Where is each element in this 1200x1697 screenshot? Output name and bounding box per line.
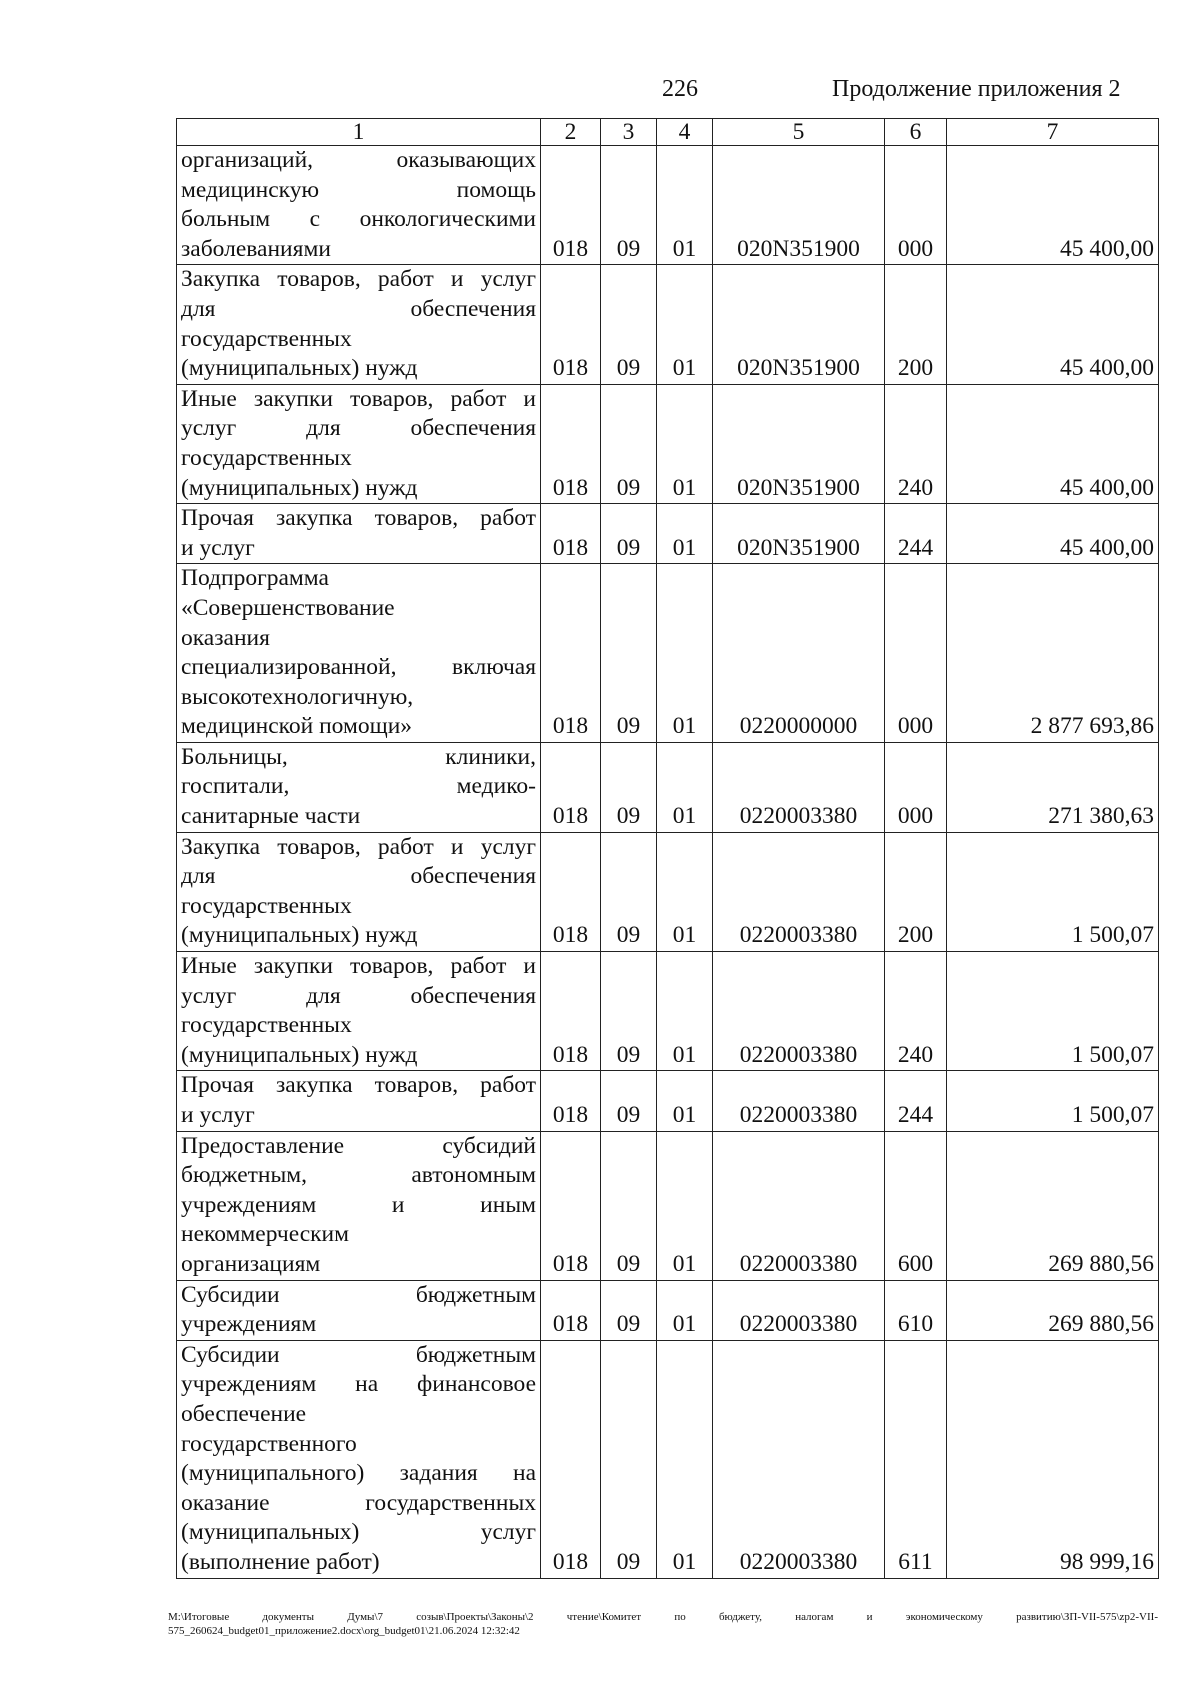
- row-name-cell: [177, 564, 541, 743]
- section-code-cell: 09: [601, 1071, 657, 1131]
- subsection-code-cell: 01: [657, 742, 713, 832]
- table-row: [177, 146, 1159, 265]
- row-name-line: и услуг: [181, 1102, 255, 1128]
- target-article-cell: 0220003380: [713, 1071, 885, 1131]
- row-name-line: некоммерческим: [181, 1221, 349, 1248]
- row-name-line: (муниципальных) нужд: [181, 355, 418, 382]
- subsection-code-cell: 01: [657, 504, 713, 564]
- section-code-cell: 09: [601, 146, 657, 265]
- row-name-cell: [177, 742, 541, 832]
- amount-cell: 271 380,63: [947, 742, 1159, 832]
- row-name-line: санитарные части: [181, 803, 361, 830]
- row-name-line: «Совершенствование: [181, 594, 395, 621]
- target-article-cell: 0220003380: [713, 742, 885, 832]
- section-code-cell: 09: [601, 1340, 657, 1578]
- amount-cell: 45 400,00: [947, 504, 1159, 564]
- amount-cell: 45 400,00: [947, 146, 1159, 265]
- row-name-line: медицинской помощи»: [181, 713, 413, 740]
- table-row: [177, 832, 1159, 951]
- row-name-line: для обеспечения: [181, 295, 536, 322]
- grbs-code-cell: 018: [541, 265, 601, 384]
- amount-cell: 1 500,07: [947, 832, 1159, 951]
- row-name-cell: [177, 1131, 541, 1280]
- table-row: [177, 1071, 1159, 1131]
- grbs-code-cell: 018: [541, 504, 601, 564]
- expense-type-cell: 611: [885, 1340, 947, 1578]
- row-name-line: заболеваниями: [181, 235, 331, 262]
- row-name-line: Закупка товаров, работ и услуг: [181, 266, 536, 293]
- grbs-code-cell: 018: [541, 1131, 601, 1280]
- column-header: 2: [541, 119, 601, 146]
- target-article-cell: 0220003380: [713, 832, 885, 951]
- row-name-cell: [177, 146, 541, 265]
- amount-cell: 269 880,56: [947, 1131, 1159, 1280]
- subsection-code-cell: 01: [657, 564, 713, 743]
- row-name-line: (муниципальных) услуг: [181, 1519, 536, 1546]
- row-name-line: государственных: [181, 325, 352, 352]
- table-row: [177, 1340, 1159, 1578]
- column-header: 7: [947, 119, 1159, 146]
- target-article-cell: 0220003380: [713, 1131, 885, 1280]
- target-article-cell: 020N351900: [713, 504, 885, 564]
- row-name-line: услуг для обеспечения: [181, 982, 536, 1009]
- row-name-line: (выполнение работ): [181, 1548, 380, 1575]
- row-name-cell: [177, 1340, 541, 1578]
- column-header: 4: [657, 119, 713, 146]
- subsection-code-cell: 01: [657, 265, 713, 384]
- target-article-cell: 0220003380: [713, 952, 885, 1071]
- page-number: 226: [662, 76, 698, 102]
- target-article-cell: 020N351900: [713, 146, 885, 265]
- row-name-line: обеспечение: [181, 1400, 307, 1427]
- amount-cell: 1 500,07: [947, 1071, 1159, 1131]
- subsection-code-cell: 01: [657, 384, 713, 503]
- row-name-line: Иные закупки товаров, работ и: [181, 953, 536, 980]
- row-name-cell: [177, 265, 541, 384]
- row-name-line: больным с онкологическими: [181, 206, 536, 233]
- subsection-code-cell: 01: [657, 952, 713, 1071]
- subsection-code-cell: 01: [657, 1340, 713, 1578]
- table-row: [177, 265, 1159, 384]
- column-header: 5: [713, 119, 885, 146]
- amount-cell: 45 400,00: [947, 384, 1159, 503]
- row-name-line: медицинскую помощь: [181, 176, 536, 203]
- row-name-line: оказание государственных: [181, 1489, 536, 1516]
- table-row: [177, 1131, 1159, 1280]
- table-row: [177, 742, 1159, 832]
- row-name-line: учреждениям на финансовое: [181, 1371, 536, 1398]
- row-name-cell: [177, 504, 541, 564]
- expense-type-cell: 000: [885, 564, 947, 743]
- target-article-cell: 0220000000: [713, 564, 885, 743]
- amount-cell: 1 500,07: [947, 952, 1159, 1071]
- section-code-cell: 09: [601, 832, 657, 951]
- subsection-code-cell: 01: [657, 1131, 713, 1280]
- row-name-line: государственных: [181, 444, 352, 471]
- row-name-line: Предоставление субсидий: [181, 1132, 536, 1159]
- expense-type-cell: 000: [885, 742, 947, 832]
- grbs-code-cell: 018: [541, 1340, 601, 1578]
- row-name-cell: [177, 1071, 541, 1131]
- expense-type-cell: 244: [885, 504, 947, 564]
- expense-type-cell: 240: [885, 952, 947, 1071]
- grbs-code-cell: 018: [541, 146, 601, 265]
- section-code-cell: 09: [601, 564, 657, 743]
- row-name-line: Субсидии бюджетным: [181, 1341, 536, 1368]
- subsection-code-cell: 01: [657, 146, 713, 265]
- section-code-cell: 09: [601, 1280, 657, 1340]
- target-article-cell: 0220003380: [713, 1340, 885, 1578]
- row-name-line: государственных: [181, 1012, 352, 1039]
- grbs-code-cell: 018: [541, 1071, 601, 1131]
- table-header-row: [177, 119, 1159, 146]
- row-name-line: услуг для обеспечения: [181, 415, 536, 442]
- row-name-line: учреждениям и иным: [181, 1191, 536, 1218]
- section-code-cell: 09: [601, 504, 657, 564]
- section-code-cell: 09: [601, 265, 657, 384]
- expense-type-cell: 610: [885, 1280, 947, 1340]
- section-code-cell: 09: [601, 742, 657, 832]
- budget-table: [176, 118, 1159, 1579]
- amount-cell: 45 400,00: [947, 265, 1159, 384]
- expense-type-cell: 240: [885, 384, 947, 503]
- grbs-code-cell: 018: [541, 952, 601, 1071]
- expense-type-cell: 000: [885, 146, 947, 265]
- amount-cell: 98 999,16: [947, 1340, 1159, 1578]
- table-row: [177, 504, 1159, 564]
- row-name-line: Иные закупки товаров, работ и: [181, 385, 536, 412]
- row-name-line: Субсидии бюджетным: [181, 1281, 536, 1308]
- row-name-line: (муниципального) задания на: [181, 1460, 536, 1487]
- row-name-line: (муниципальных) нужд: [181, 474, 418, 501]
- expense-type-cell: 244: [885, 1071, 947, 1131]
- target-article-cell: 020N351900: [713, 384, 885, 503]
- column-header: 6: [885, 119, 947, 146]
- amount-cell: 2 877 693,86: [947, 564, 1159, 743]
- row-name-line: оказания: [181, 624, 270, 651]
- row-name-line: (муниципальных) нужд: [181, 922, 418, 949]
- expense-type-cell: 200: [885, 832, 947, 951]
- row-name-line: Подпрограмма: [181, 565, 329, 592]
- row-name-line: учреждениям: [181, 1311, 317, 1338]
- row-name-line: госпитали, медико-: [181, 773, 536, 800]
- row-name-line: организациям: [181, 1250, 321, 1277]
- table-row: [177, 564, 1159, 743]
- grbs-code-cell: 018: [541, 1280, 601, 1340]
- row-name-line: (муниципальных) нужд: [181, 1041, 418, 1068]
- row-name-cell: [177, 1280, 541, 1340]
- target-article-cell: 020N351900: [713, 265, 885, 384]
- target-article-cell: 0220003380: [713, 1280, 885, 1340]
- row-name-line: Закупка товаров, работ и услуг: [181, 833, 536, 860]
- row-name-line: высокотехнологичную,: [181, 683, 414, 710]
- grbs-code-cell: 018: [541, 564, 601, 743]
- grbs-code-cell: 018: [541, 384, 601, 503]
- row-name-line: и услуг: [181, 534, 255, 561]
- document-path-footer: M:\Итоговые документы Думы\7 созыв\Проекты\Законы\2 чтение\Комитет по бюджету, налогам и экономическому развитию\ЗП-VII-575\zp2-VII-575_260624_budget01_приложение2.docx\org_budget01\21.06.2024 12:32:42: [168, 1611, 1158, 1637]
- row-name-line: организаций, оказывающих: [181, 147, 536, 173]
- section-code-cell: 09: [601, 952, 657, 1071]
- subsection-code-cell: 01: [657, 1280, 713, 1340]
- grbs-code-cell: 018: [541, 742, 601, 832]
- row-name-line: для обеспечения: [181, 863, 536, 890]
- row-name-cell: [177, 832, 541, 951]
- column-header: 1: [177, 119, 541, 146]
- row-name-line: Больницы, клиники,: [181, 743, 536, 770]
- row-name-line: бюджетным, автономным: [181, 1162, 536, 1189]
- continuation-label: Продолжение приложения 2: [832, 76, 1121, 102]
- subsection-code-cell: 01: [657, 832, 713, 951]
- column-header: 3: [601, 119, 657, 146]
- section-code-cell: 09: [601, 384, 657, 503]
- table-row: [177, 384, 1159, 503]
- table-row: [177, 952, 1159, 1071]
- expense-type-cell: 200: [885, 265, 947, 384]
- amount-cell: 269 880,56: [947, 1280, 1159, 1340]
- row-name-line: Прочая закупка товаров, работ: [181, 505, 536, 532]
- table-row: [177, 1280, 1159, 1340]
- row-name-line: государственных: [181, 892, 352, 919]
- row-name-line: специализированной, включая: [181, 654, 536, 681]
- section-code-cell: 09: [601, 1131, 657, 1280]
- row-name-cell: [177, 952, 541, 1071]
- grbs-code-cell: 018: [541, 832, 601, 951]
- row-name-line: Прочая закупка товаров, работ: [181, 1072, 536, 1099]
- subsection-code-cell: 01: [657, 1071, 713, 1131]
- row-name-line: государственного: [181, 1430, 357, 1457]
- row-name-cell: [177, 384, 541, 503]
- expense-type-cell: 600: [885, 1131, 947, 1280]
